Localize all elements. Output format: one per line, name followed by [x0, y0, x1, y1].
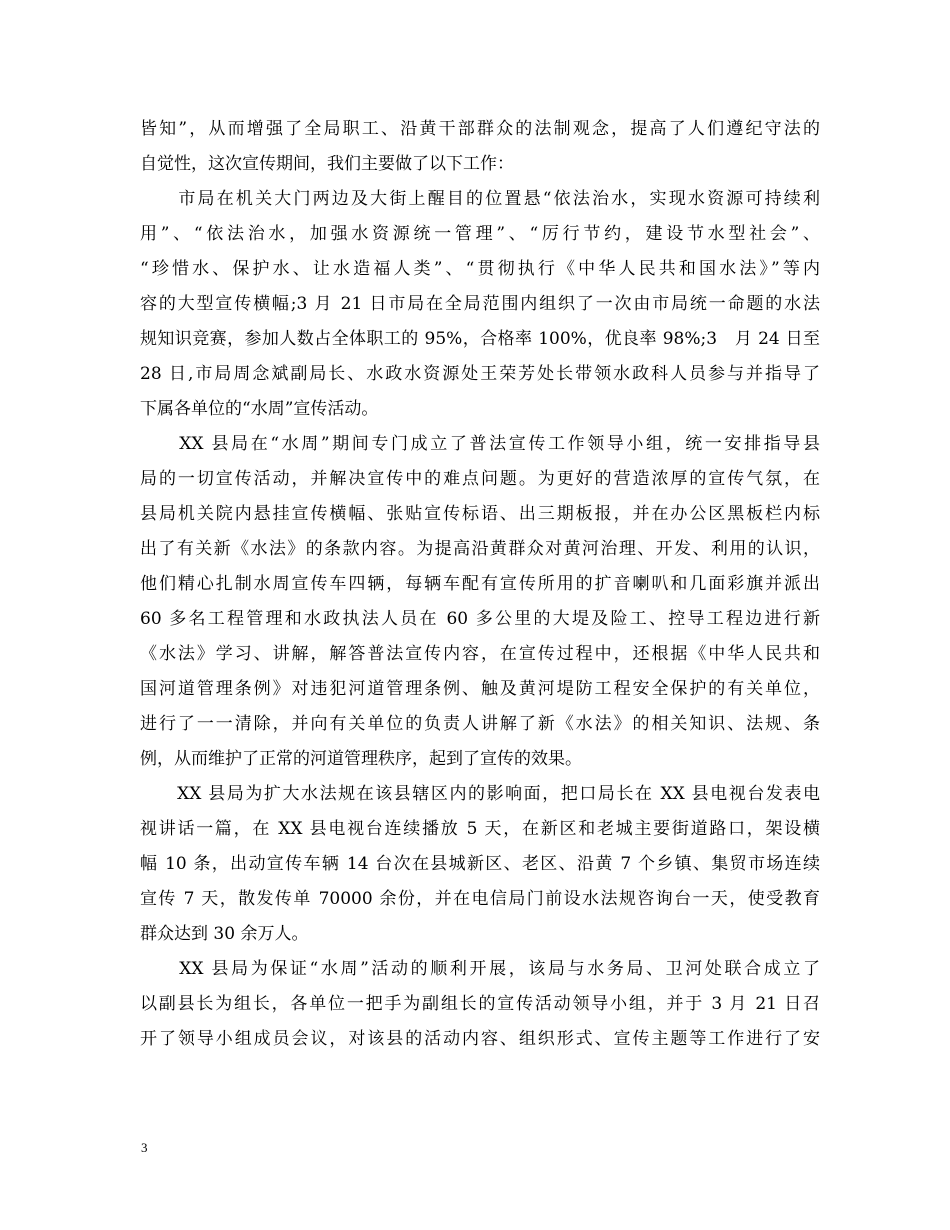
text-line: 28 日,市局周念斌副局长、水政水资源处王荣芳处长带领水政科人员参与并指导了 — [140, 364, 820, 384]
text-line: 皆知”，从而增强了全局职工、沿黄干部群众的法制观念，提高了人们遵纪守法的 — [140, 119, 820, 139]
text-line: “珍惜水、保护水、让水造福人类”、“贯彻执行《中华人民共和国水法》”等内 — [140, 259, 820, 279]
text-line: XX 县局在“水周”期间专门成立了普法宣传工作领导小组，统一安排指导县 — [140, 434, 820, 454]
text-line: 县局机关院内悬挂宣传横幅、张贴宣传标语、出三期板报，并在办公区黑板栏内标 — [140, 504, 820, 524]
text-line: 群众达到 30 余万人。 — [140, 924, 309, 944]
text-line: 局的一切宣传活动，并解决宣传中的难点问题。为更好的营造浓厚的宣传气氛，在 — [140, 469, 820, 489]
text-line: 宣传 7 天，散发传单 70000 余份，并在电信局门前设水法规咨询台一天，使受教育 — [140, 889, 820, 909]
text-line: XX 县局为保证“水周”活动的顺利开展，该局与水务局、卫河处联合成立了 — [140, 959, 820, 979]
text-line: 60 多名工程管理和水政执法人员在 60 多公里的大堤及险工、控导工程边进行新 — [140, 609, 820, 629]
text-line: 《水法》学习、讲解，解答普法宣传内容，在宣传过程中，还根据《中华人民共和 — [140, 644, 820, 664]
text-line: 规知识竞赛，参加人数占全体职工的 95%，合格率 100%，优良率 98%;3 月 24 日至 — [140, 329, 820, 349]
text-line: 用”、“依法治水，加强水资源统一管理”、“厉行节约，建设节水型社会”、 — [140, 224, 820, 244]
text-line: 市局在机关大门两边及大街上醒目的位置悬“依法治水，实现水资源可持续利 — [140, 189, 820, 209]
text-line: 出了有关新《水法》的条款内容。为提高沿黄群众对黄河治理、开发、利用的认识， — [140, 539, 820, 559]
text-line: 下属各单位的“水周”宣传活动。 — [140, 399, 379, 419]
text-line: XX 县局为扩大水法规在该县辖区内的影响面，把口局长在 XX 县电视台发表电 — [140, 784, 820, 804]
text-line: 容的大型宣传横幅;3 月 21 日市局在全局范围内组织了一次由市局统一命题的水法 — [140, 294, 820, 314]
text-line: 以副县长为组长，各单位一把手为副组长的宣传活动领导小组，并于 3 月 21 日召 — [140, 994, 820, 1014]
text-line: 例，从而维护了正常的河道管理秩序，起到了宣传的效果。 — [140, 749, 582, 769]
text-line: 视讲话一篇，在 XX 县电视台连续播放 5 天，在新区和老城主要街道路口，架设横 — [140, 819, 820, 839]
text-line: 自觉性，这次宣传期间，我们主要做了以下工作： — [140, 154, 514, 174]
page-number: 3 — [141, 1140, 148, 1155]
text-line: 他们精心扎制水周宣传车四辆，每辆车配有宣传所用的扩音喇叭和几面彩旗并派出 — [140, 574, 820, 594]
text-line: 幅 10 条，出动宣传车辆 14 台次在县城新区、老区、沿黄 7 个乡镇、集贸市场连续 — [140, 854, 820, 874]
text-line: 开了领导小组成员会议，对该县的活动内容、组织形式、宣传主题等工作进行了安 — [140, 1029, 820, 1049]
text-line: 进行了一一清除，并向有关单位的负责人讲解了新《水法》的相关知识、法规、条 — [140, 714, 820, 734]
text-line: 国河道管理条例》对违犯河道管理条例、触及黄河堤防工程安全保护的有关单位， — [140, 679, 820, 699]
